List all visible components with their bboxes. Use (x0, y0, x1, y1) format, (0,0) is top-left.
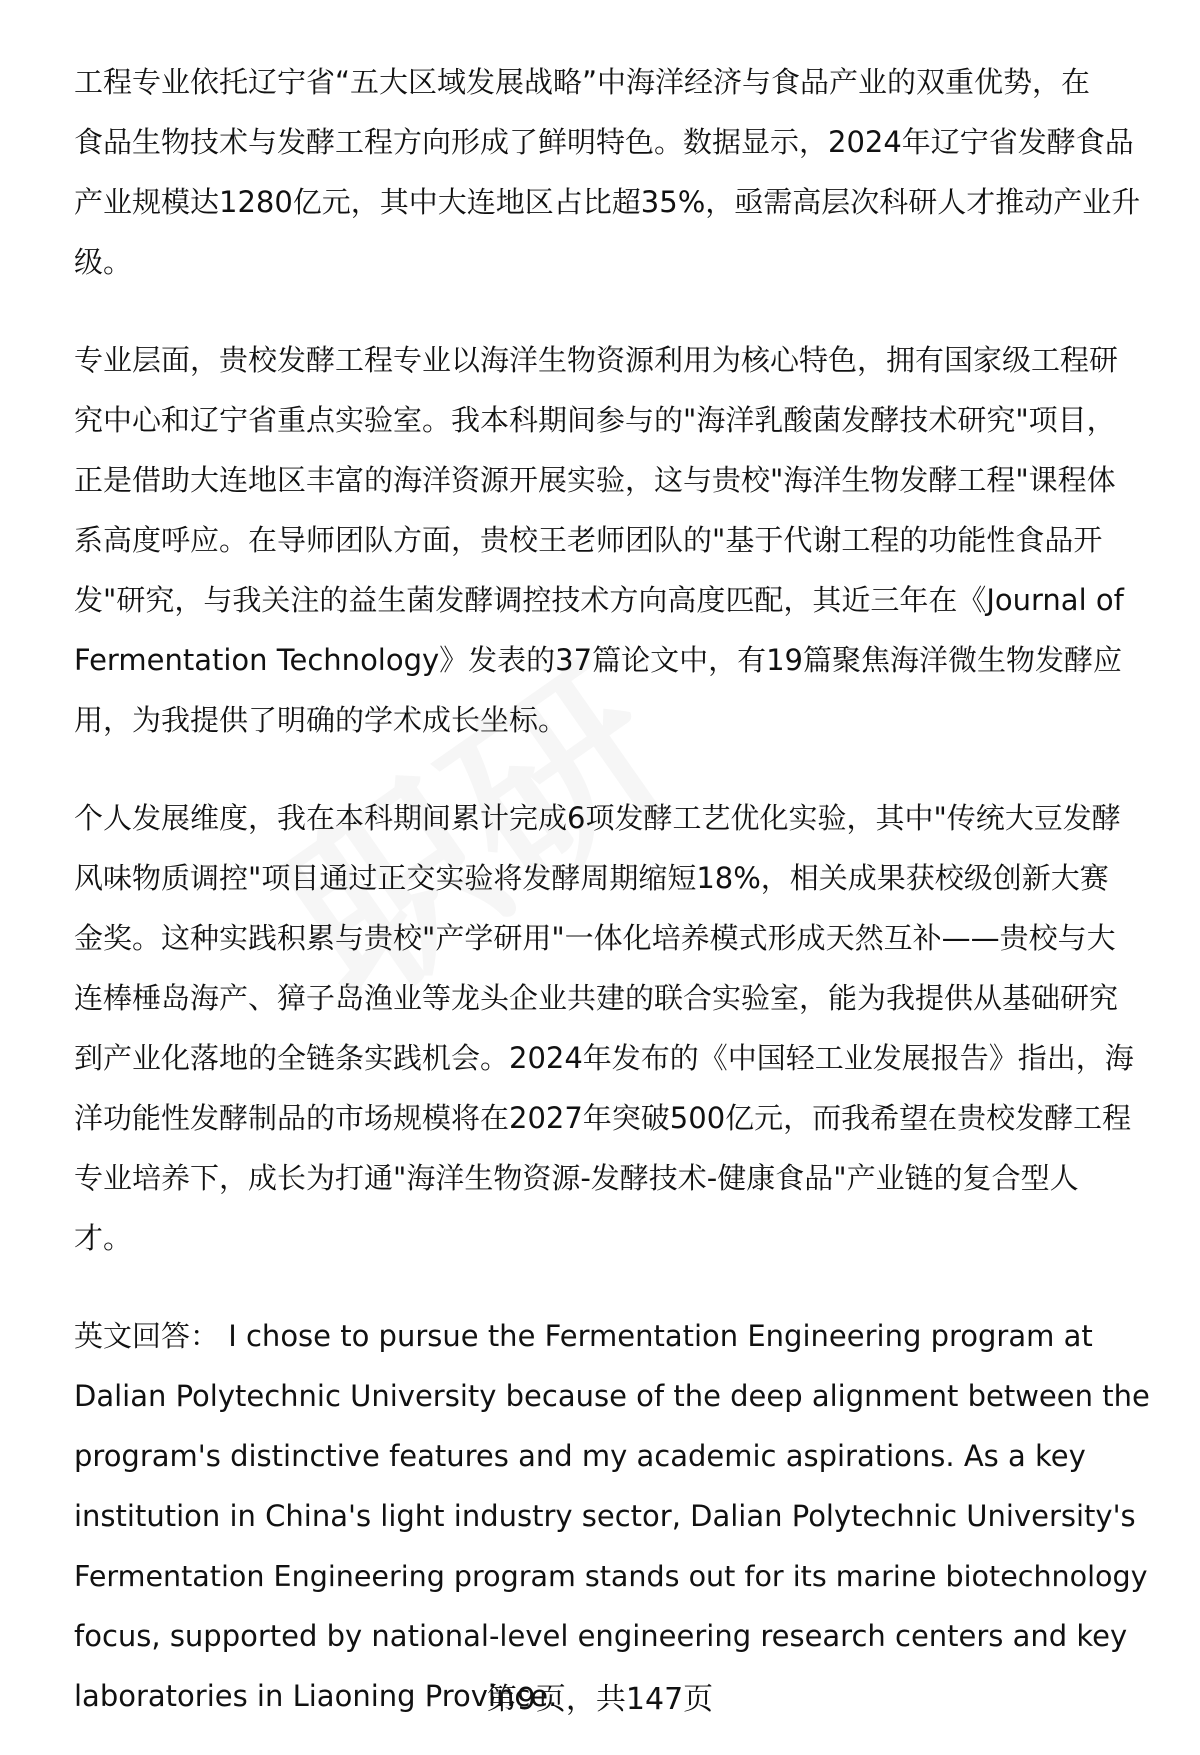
text-line: 食品生物技术与发酵工程方向形成了鲜明特色。数据显示，2024年辽宁省发酵食品 (74, 125, 1134, 159)
text-line: 到产业化落地的全链条实践机会。2024年发布的《中国轻工业发展报告》指出，海 (74, 1041, 1134, 1075)
page-number-footer: 第9页，共147页 (486, 1682, 714, 1717)
text-line: 连棒棰岛海产、獐子岛渔业等龙头企业共建的联合实验室，能为我提供从基础研究 (74, 981, 1119, 1015)
text-line: 个人发展维度，我在本科期间累计完成6项发酵工艺优化实验，其中"传统大豆发酵 (74, 801, 1121, 835)
text-line: focus, supported by national-level engineering research centers and key (74, 1619, 1128, 1653)
text-line: institution in China's light industry sector, Dalian Polytechnic University's (74, 1499, 1136, 1533)
text-line: 洋功能性发酵制品的市场规模将在2027年突破500亿元，而我希望在贵校发酵工程 (74, 1101, 1132, 1135)
text-line: 英文回答： I chose to pursue the Fermentation Engineering program at (74, 1319, 1093, 1353)
text-line: Dalian Polytechnic University because of the deep alignment between the (74, 1379, 1150, 1413)
text-line: Fermentation Technology》发表的37篇论文中，有19篇聚焦海洋微生物发酵应 (74, 643, 1122, 677)
text-line: 级。 (74, 245, 133, 279)
text-line: 系高度呼应。在导师团队方面，贵校王老师团队的"基于代谢工程的功能性食品开 (74, 523, 1103, 557)
text-line: 金奖。这种实践积累与贵校"产学研用"一体化培养模式形成天然互补——贵校与大 (74, 921, 1116, 955)
text-line: program's distinctive features and my academic aspirations. As a key (74, 1439, 1086, 1473)
text-line: 风味物质调控"项目通过正交实验将发酵周期缩短18%，相关成果获校级创新大赛 (74, 861, 1109, 895)
text-line: 正是借助大连地区丰富的海洋资源开展实验，这与贵校"海洋生物发酵工程"课程体 (74, 463, 1116, 497)
paragraph-major-level (74, 330, 1154, 750)
text-line: 产业规模达1280亿元，其中大连地区占比超35%，亟需高层次科研人才推动产业升 (74, 185, 1141, 219)
text-line: 专业培养下，成长为打通"海洋生物资源-发酵技术-健康食品"产业链的复合型人 (74, 1161, 1079, 1195)
paragraph-personal-development (74, 788, 1154, 1268)
text-line: Fermentation Engineering program stands out for its marine biotechnology (74, 1559, 1148, 1593)
text-line: 工程专业依托辽宁省“五大区域发展战略”中海洋经济与食品产业的双重优势，在 (74, 65, 1091, 99)
text-line: laboratories in Liaoning Province. (74, 1679, 558, 1713)
paragraph-english-answer (74, 1306, 1154, 1726)
text-line: 专业层面，贵校发酵工程专业以海洋生物资源利用为核心特色，拥有国家级工程研 (74, 343, 1119, 377)
text-line: 才。 (74, 1221, 133, 1255)
text-line: 用，为我提供了明确的学术成长坐标。 (74, 703, 568, 737)
text-line: 究中心和辽宁省重点实验室。我本科期间参与的"海洋乳酸菌发酵技术研究"项目， (74, 403, 1116, 437)
text-line: 发"研究，与我关注的益生菌发酵调控技术方向高度匹配，其近三年在《Journal of (74, 583, 1124, 617)
paragraph-program-advantage (74, 52, 1154, 292)
document-body (74, 52, 1154, 1726)
